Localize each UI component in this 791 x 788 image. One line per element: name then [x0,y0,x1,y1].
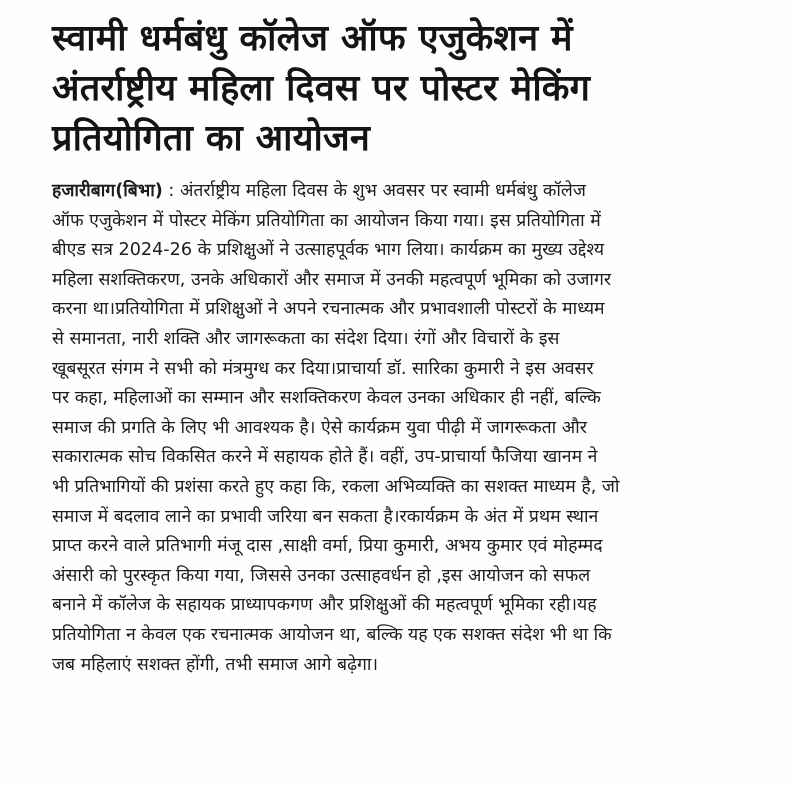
article-body [52,177,772,680]
body-line: से समानता, नारी शक्ति और जागरूकता का संदेश दिया। रंगों और विचारों के इस [52,328,560,349]
body-line: अंसारी को पुरस्कृत किया गया, जिससे उनका उत्साहवर्धन हो ,इस आयोजन को सफल [52,565,591,586]
body-line [52,177,772,207]
body-line: समाज की प्रगति के लिए भी आवश्यक है। ऐसे कार्यक्रम युवा पीढ़ी में जागरूकता और [52,417,587,438]
body-line: प्राप्त करने वाले प्रतिभागी मंजू दास ,साक्षी वर्मा, प्रिया कुमारी, अभय कुमार एवं मोहम्मद [52,536,603,557]
headline-line: अंतर्राष्ट्रीय महिला दिवस पर पोस्टर मेकिंग [52,68,591,109]
body-line: जब महिलाएं सशक्त होंगी, तभी समाज आगे बढ़ेगा। [52,654,379,675]
body-line: प्रतियोगिता न केवल एक रचनात्मक आयोजन था, बल्कि यह एक सशक्त संदेश भी था कि [52,624,612,645]
dateline: हजारीबाग(बिभा) [52,181,163,201]
body-line: खूबसूरत संगम ने सभी को मंत्रमुग्ध कर दिया।प्राचार्या डॉ. सारिका कुमारी ने इस अवसर [52,358,594,379]
body-line: बनाने में कॉलेज के सहायक प्राध्यापकगण और प्रशिक्षुओं की महत्वपूर्ण भूमिका रही।यह [52,595,597,616]
body-line: बीएड सत्र 2024-26 के प्रशिक्षुओं ने उत्साहपूर्वक भाग लिया। कार्यक्रम का मुख्य उद्देश्य [52,240,605,261]
body-text-segment: : अंतर्राष्ट्रीय महिला दिवस के शुभ अवसर पर स्वामी धर्मबंधु कॉलेज [162,181,586,201]
body-line: भी प्रतिभागियों की प्रशंसा करते हुए कहा कि, रकला अभिव्यक्ति का सशक्त माध्यम है, जो [52,476,620,497]
article-headline [52,14,782,164]
body-line: सकारात्मक सोच विकसित करने में सहायक होते हैं। वहीं, उप-प्राचार्या फैजिया खानम ने [52,447,598,468]
body-line: पर कहा, महिलाओं का सम्मान और सशक्तिकरण केवल उनका अधिकार ही नहीं, बल्कि [52,388,601,409]
body-line: समाज में बदलाव लाने का प्रभावी जरिया बन सकता है।रकार्यक्रम के अंत में प्रथम स्थान [52,506,599,527]
headline-line: प्रतियोगिता का आयोजन [52,118,371,159]
body-line: ऑफ एजुकेशन में पोस्टर मेकिंग प्रतियोगिता का आयोजन किया गया। इस प्रतियोगिता में [52,210,601,231]
headline-line: स्वामी धर्मबंधु कॉलेज ऑफ एजुकेशन में [52,18,573,59]
body-line: महिला सशक्तिकरण, उनके अधिकारों और समाज में उनकी महत्वपूर्ण भूमिका को उजागर [52,269,612,290]
body-line: करना था।प्रतियोगिता में प्रशिक्षुओं ने अपने रचनात्मक और प्रभावशाली पोस्टरों के माध्यम [52,299,605,320]
